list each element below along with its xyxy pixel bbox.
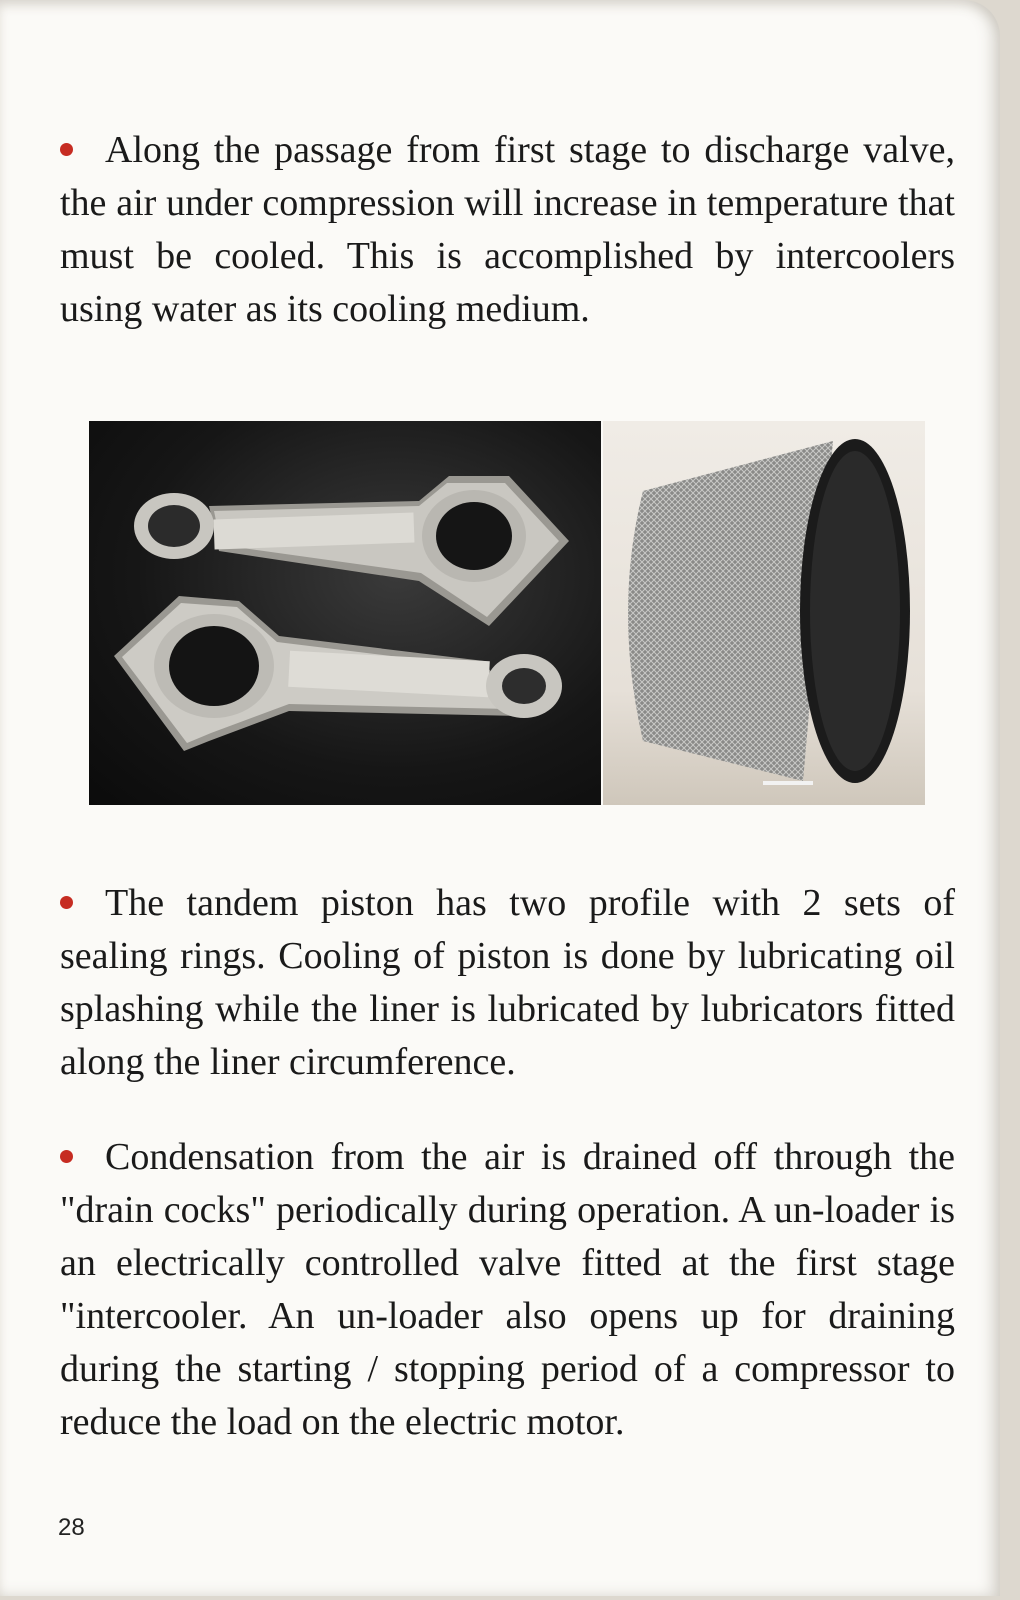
paragraph-intercooler	[60, 124, 955, 336]
piston-photo	[603, 421, 925, 805]
paragraph-text: The tandem piston has two profile with 2 sets of sealing rings. Cooling of piston is done by lubricating oil splashing while the liner is lubricated by lubricators fitted along the liner circumference.	[60, 882, 955, 1083]
paragraph-tandem-piston	[60, 877, 955, 1089]
paragraph-condensation	[60, 1131, 955, 1449]
paragraph-text: Along the passage from first stage to discharge valve, the air under compression will increase in temperature that must be cooled. This is accomplished by intercoolers using water as its cooling medium.	[60, 129, 955, 330]
bullet-icon	[60, 1150, 73, 1163]
piston	[628, 439, 910, 785]
connecting-rods-photo	[89, 421, 601, 805]
bullet-icon	[60, 143, 73, 156]
paragraph-text: Condensation from the air is drained off through the "drain cocks" periodically during operation. A un-loader is an electrically controlled valve fitted at the first stage "intercooler. An un-loader also opens up for draining during the starting / stopping period of a compressor to reduce the load on the electric motor.	[60, 1136, 955, 1443]
bullet-icon	[60, 896, 73, 909]
page-number: 28	[58, 1514, 85, 1541]
